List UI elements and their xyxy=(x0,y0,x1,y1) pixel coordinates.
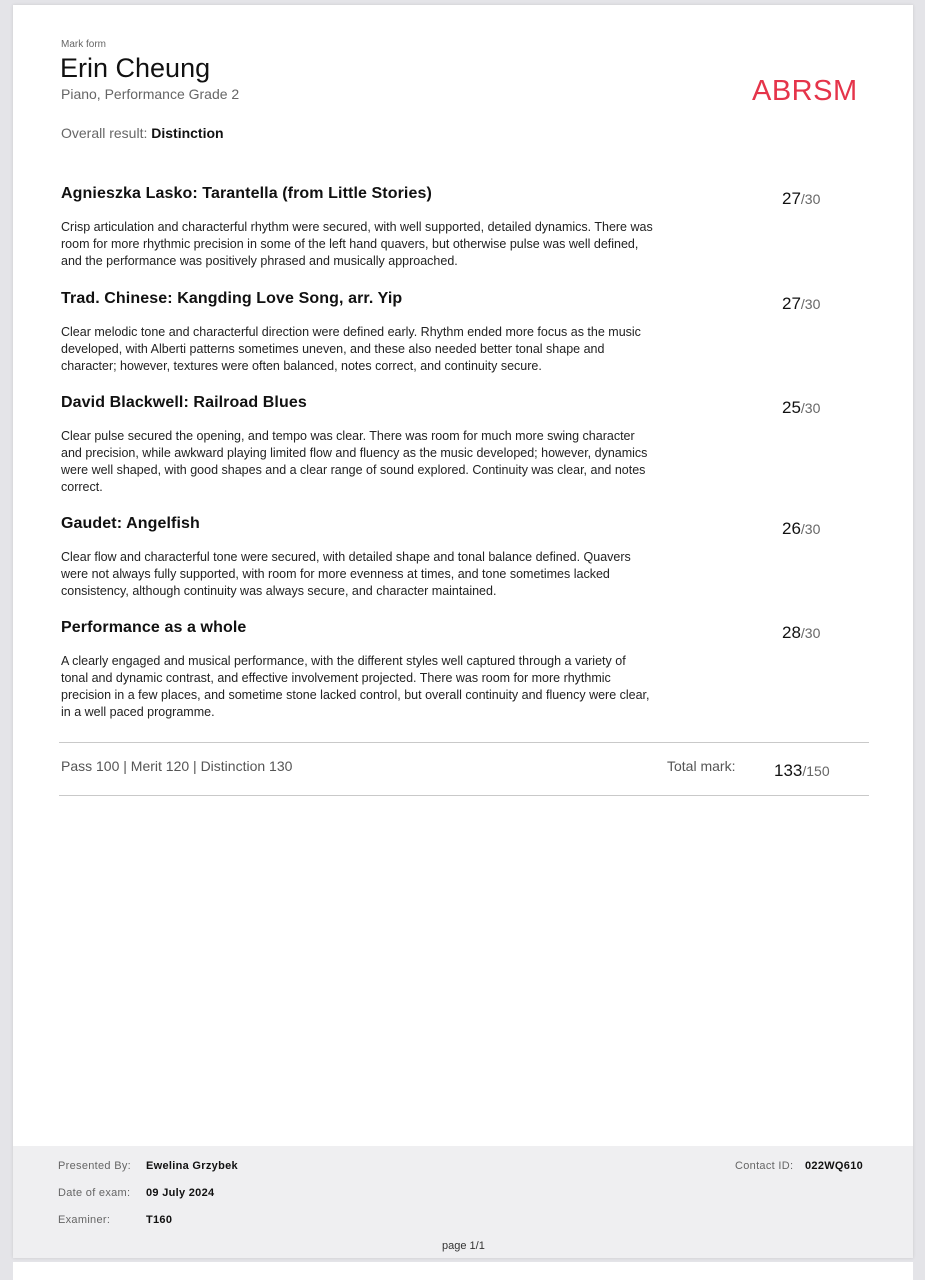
assessment-item xyxy=(61,394,861,494)
examiner-label: Examiner: xyxy=(58,1214,111,1226)
exam-subject: Piano, Performance Grade 2 xyxy=(61,86,240,102)
item-comment: A clearly engaged and musical performance, with the different styles well captured through a variety of tonal and dynamic contrast, and effective involvement projected. There was room for more rhythmic precision in a few places, and sometime stone lacked control, but overall continuity and fluency were clear, in a well paced programme. xyxy=(61,654,650,719)
assessment-item xyxy=(61,619,861,719)
item-score: 28 xyxy=(782,623,801,642)
item-max: /30 xyxy=(800,521,821,537)
total-mark xyxy=(774,761,830,781)
presented-by-value: Ewelina Grzybek xyxy=(146,1160,238,1172)
item-score: 26 xyxy=(782,519,801,538)
assessment-item xyxy=(61,290,861,373)
item-score: 25 xyxy=(782,398,801,417)
item-max: /30 xyxy=(800,191,821,207)
exam-date-label: Date of exam: xyxy=(58,1187,131,1199)
item-mark xyxy=(782,519,820,539)
item-max: /30 xyxy=(800,296,821,312)
item-score: 27 xyxy=(782,189,801,208)
divider xyxy=(59,795,869,796)
item-title: Performance as a whole xyxy=(61,619,247,636)
total-max: /150 xyxy=(802,763,830,779)
item-title: David Blackwell: Railroad Blues xyxy=(61,394,307,411)
item-comment: Clear flow and characterful tone were secured, with detailed shape and tonal balance defined. Quavers were not always fully supported, with room for more evenness at times, and tone sometimes lacked consistency, although continuity was always secure, and character maintained. xyxy=(61,550,631,598)
footer xyxy=(13,1146,913,1258)
page-number: page 1/1 xyxy=(442,1240,485,1252)
grade-thresholds: Pass 100 | Merit 120 | Distinction 130 xyxy=(61,758,293,774)
item-comment: Clear melodic tone and characterful direction were defined early. Rhythm ended more focus as the music developed, with Alberti patterns sometimes uneven, and these also needed better tonal shape and character; however, textures were often balanced, notes correct, and continuity secure. xyxy=(61,325,641,373)
overall-result-value: Distinction xyxy=(151,125,224,141)
divider xyxy=(59,742,869,743)
item-score: 27 xyxy=(782,294,801,313)
presented-by-label: Presented By: xyxy=(58,1160,131,1172)
candidate-name: Erin Cheung xyxy=(60,53,211,83)
examiner-value: T160 xyxy=(146,1214,173,1226)
form-label: Mark form xyxy=(61,39,106,50)
mark-form-page xyxy=(13,5,913,1258)
item-comment: Crisp articulation and characterful rhythm were secured, with well supported, detailed dynamics. There was room for more rhythmic precision in some of the left hand quavers, but otherwise pulse was well defined, and the performance was positively phrased and musically approached. xyxy=(61,220,653,268)
next-page-edge xyxy=(13,1262,913,1280)
item-mark xyxy=(782,189,820,209)
item-comment: Clear pulse secured the opening, and tempo was clear. There was room for much more swing character and precision, while awkward playing limited flow and fluency as the music developed; however, dynamics were well shaped, with good shapes and a clear range of sound explored. Continuity was clear, and notes correct. xyxy=(61,429,648,494)
item-max: /30 xyxy=(800,400,821,416)
overall-result-label: Overall result: xyxy=(61,125,148,141)
contact-id-label: Contact ID: xyxy=(735,1160,794,1172)
item-mark xyxy=(782,294,820,314)
assessment-item xyxy=(61,185,861,268)
item-title: Agnieszka Lasko: Tarantella (from Little Stories) xyxy=(61,185,432,202)
assessment-item xyxy=(61,515,861,598)
item-mark xyxy=(782,398,820,418)
item-max: /30 xyxy=(800,625,821,641)
contact-id-value: 022WQ610 xyxy=(805,1160,864,1172)
abrsm-logo: ABRSM xyxy=(752,75,858,107)
total-mark-label: Total mark: xyxy=(667,758,736,774)
item-mark xyxy=(782,623,820,643)
overall-result xyxy=(61,125,224,141)
item-title: Trad. Chinese: Kangding Love Song, arr. Yip xyxy=(61,290,403,307)
exam-date-value: 09 July 2024 xyxy=(146,1187,215,1199)
total-score: 133 xyxy=(774,761,803,780)
item-title: Gaudet: Angelfish xyxy=(61,515,200,532)
